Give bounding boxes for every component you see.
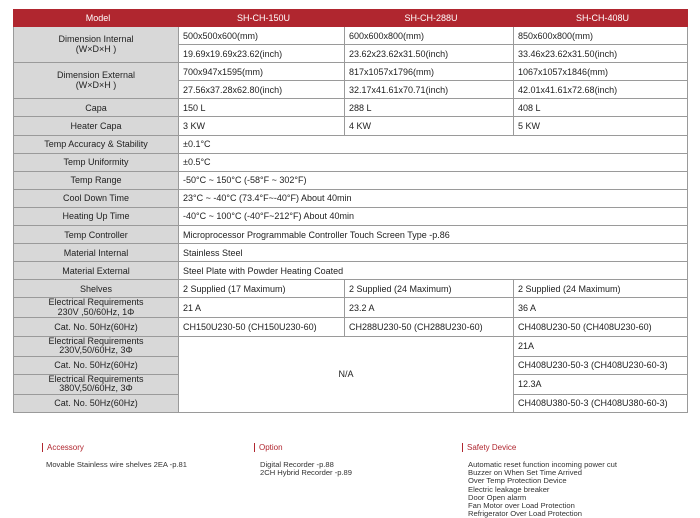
cell: 23.62x23.62x31.50(inch) [345,45,514,63]
row-label-electrical-380v-3ph [14,374,179,394]
option-title: Option [254,443,352,452]
label-unit: (W×D×H ) [75,43,117,54]
option-section [254,443,352,477]
label-unit: 230V ,50/60Hz, 1Φ [57,306,135,317]
list-item: Door Open alarm [468,492,527,502]
list-item: Digital Recorder -p.88 [260,460,334,469]
row-label-temp-range: Temp Range [14,171,179,189]
row-label-material-internal: Material Internal [14,244,179,262]
table-row [14,135,688,153]
row-label-heating-up-time: Heating Up Time [14,207,179,225]
header-model-2: SH-CH-288U [345,10,514,27]
list-item: Electric leakage breaker [468,484,550,494]
spec-table [13,9,688,413]
cell: ±0.1°C [179,135,688,153]
cell: 27.56x37.28x62.80(inch) [179,81,345,99]
cell: Stainless Steel [179,244,688,262]
cell: CH408U380-50-3 (CH408U380-60-3) [514,394,688,412]
label-unit: 230V,50/60Hz, 3Φ [59,345,133,355]
row-label-electrical-230v-3ph [14,336,179,356]
table-row [14,318,688,336]
label-text: Electrical Requirements [48,374,144,384]
header-model: Model [14,10,179,27]
cell: ±0.5°C [179,153,688,171]
cell: 19.69x19.69x23.62(inch) [179,45,345,63]
cell: -50°C ~ 150°C (-58°F ~ 302°F) [179,171,688,189]
table-row [14,117,688,135]
table-row [14,153,688,171]
list-item: Automatic reset function incoming power cut [468,460,617,469]
cell: CH288U230-50 (CH288U230-60) [345,318,514,336]
cell: 42.01x41.61x72.68(inch) [514,81,688,99]
table-row [14,280,688,298]
cell: 600x600x800(mm) [345,27,514,45]
label-text: Dimension Internal [58,34,134,45]
cell: 2 Supplied (24 Maximum) [345,280,514,298]
row-label-material-external: Material External [14,262,179,280]
cell: 21 A [179,298,345,318]
accessory-section [42,443,187,469]
label-unit: 380V,50/60Hz, 3Φ [59,383,133,394]
cell: Microprocessor Programmable Controller Touch Screen Type -p.86 [179,226,688,244]
accessory-title: Accessory [42,443,187,452]
list-item: Refrigerator Over Load Protection [468,509,582,518]
cell: 700x947x1595(mm) [179,63,345,81]
row-label-temp-uniformity: Temp Uniformity [14,153,179,171]
cell: 32.17x41.61x70.71(inch) [345,81,514,99]
list-item: Fan Motor over Load Protection [468,501,575,511]
table-row [14,244,688,262]
cell: 2 Supplied (17 Maximum) [179,280,345,298]
cell: 150 L [179,99,345,117]
cell: 21A [514,336,688,356]
row-label-heater-capa: Heater Capa [14,117,179,135]
row-label-cool-down-time: Cool Down Time [14,189,179,207]
cell: 23.2 A [345,298,514,318]
cell: -40°C ~ 100°C (-40°F~212°F) About 40min [179,207,688,225]
table-row [14,207,688,225]
cell: 850x600x800(mm) [514,27,688,45]
safety-device-section [462,443,617,518]
table-header-row [14,10,688,27]
cell: 5 KW [514,117,688,135]
cell: 3 KW [179,117,345,135]
row-label-capa: Capa [14,99,179,117]
safety-device-list [462,461,617,518]
list-item: 2CH Hybrid Recorder -p.89 [260,468,353,478]
row-label-dimension-internal [14,27,179,63]
table-row [14,262,688,280]
cell: 36 A [514,298,688,318]
label-text: Dimension External [56,70,136,81]
list-item: Movable Stainless wire shelves 2EA -p.81 [46,460,187,469]
header-model-1: SH-CH-150U [179,10,345,27]
list-item: Buzzer on When Set Time Arrived [468,468,582,478]
row-label-shelves: Shelves [14,280,179,298]
cell: 500x500x600(mm) [179,27,345,45]
list-item: Over Temp Protection Device [468,476,567,486]
accessory-list [42,461,187,469]
cell: CH408U230-50 (CH408U230-60) [514,318,688,336]
cell: Steel Plate with Powder Heating Coated [179,262,688,280]
row-label-cat-no: Cat. No. 50Hz(60Hz) [14,356,179,374]
cell: 408 L [514,99,688,117]
label-text: Electrical Requirements [48,336,144,346]
table-row [14,298,688,318]
cell: 12.3A [514,374,688,394]
label-unit: (W×D×H ) [75,79,117,90]
row-label-temp-controller: Temp Controller [14,226,179,244]
table-row [14,99,688,117]
cell: CH408U230-50-3 (CH408U230-60-3) [514,356,688,374]
cell: 2 Supplied (24 Maximum) [514,280,688,298]
cell: 1067x1057x1846(mm) [514,63,688,81]
row-label-cat-no: Cat. No. 50Hz(60Hz) [14,394,179,412]
cell: 288 L [345,99,514,117]
row-label-dimension-external [14,63,179,99]
cell: 4 KW [345,117,514,135]
row-label-electrical-1ph [14,298,179,318]
option-list [254,461,352,477]
table-row [14,27,688,45]
table-row [14,189,688,207]
row-label-cat-no: Cat. No. 50Hz(60Hz) [14,318,179,336]
na-cell: N/A [179,336,514,412]
cell: CH150U230-50 (CH150U230-60) [179,318,345,336]
table-row [14,63,688,81]
cell: 817x1057x1796(mm) [345,63,514,81]
row-label-temp-accuracy: Temp Accuracy & Stability [14,135,179,153]
table-row [14,171,688,189]
table-row [14,336,688,356]
header-model-3: SH-CH-408U [514,10,688,27]
safety-device-title: Safety Device [462,443,617,452]
cell: 23°C ~ -40°C (73.4°F~-40°F) About 40min [179,189,688,207]
cell: 33.46x23.62x31.50(inch) [514,45,688,63]
table-row [14,226,688,244]
label-text: Electrical Requirements [48,297,144,308]
